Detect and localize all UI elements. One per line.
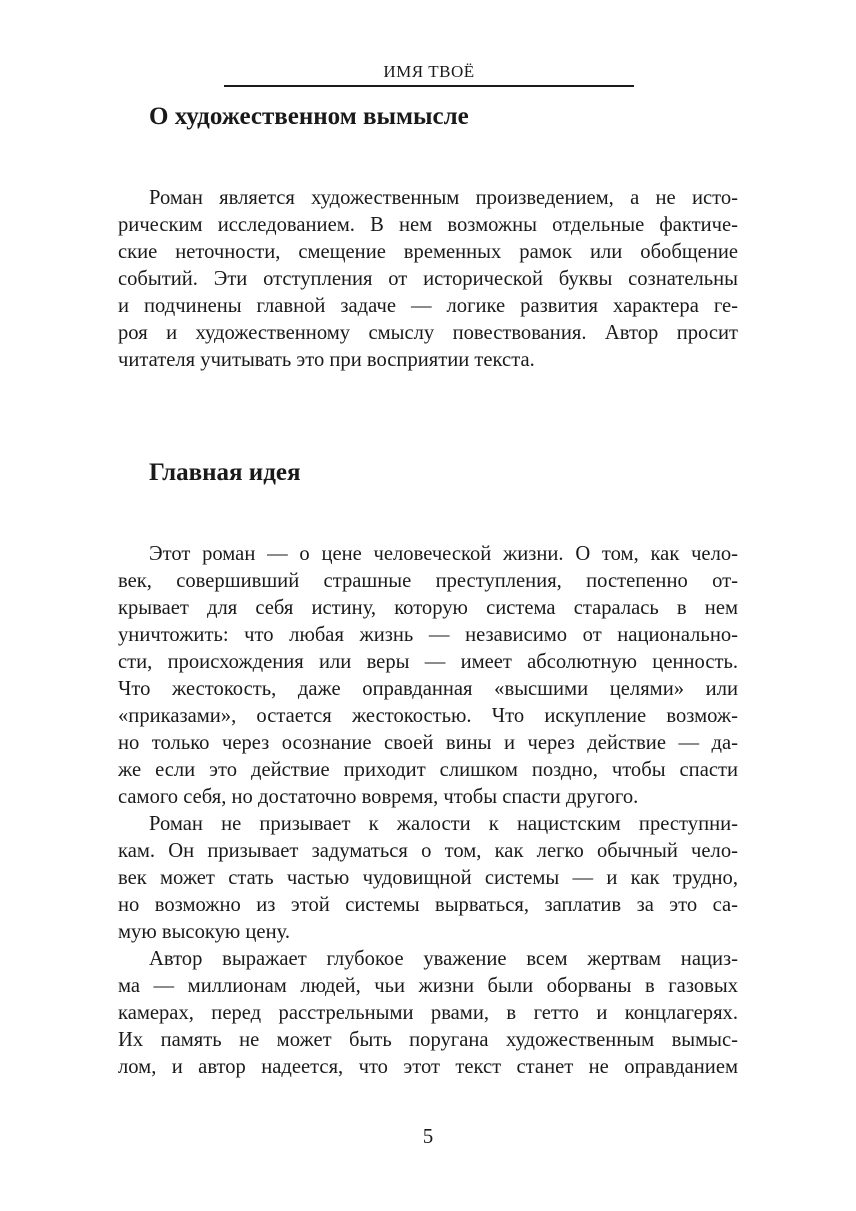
text-line: и подчинены главной задаче — логике развития характера ге- (118, 295, 738, 317)
text-line: кам. Он призывает задуматься о том, как легко обычный чело- (118, 840, 738, 862)
page-number: 5 (422, 1124, 434, 1148)
text-line: Их память не может быть поругана художественным вымыс- (118, 1029, 738, 1051)
text-line: лом, и автор надеется, что этот текст станет не оправданием (118, 1056, 738, 1078)
section-body-main-idea (118, 541, 738, 1081)
text-line: Роман является художественным произведением, а не исто- (149, 187, 738, 209)
section-heading-fiction: О художественном вымысле (149, 103, 469, 130)
section-body-fiction (118, 185, 738, 374)
text-line: ма — миллионам людей, чьи жизни были оборваны в газовых (118, 975, 738, 997)
text-line: уничтожить: что любая жизнь — независимо от национально- (118, 624, 738, 646)
text-line: Автор выражает глубокое уважение всем жертвам нациз- (149, 948, 738, 970)
text-line: мую высокую цену. (118, 921, 290, 943)
section-heading-main-idea: Главная идея (149, 459, 301, 486)
text-line: событий. Эти отступления от исторической буквы сознательны (118, 268, 738, 290)
text-line: роя и художественному смыслу повествования. Автор просит (118, 322, 738, 344)
text-line: сти, происхождения или веры — имеет абсолютную ценность. (118, 651, 738, 673)
text-line: ские неточности, смещение временных рамок или обобщение (118, 241, 738, 263)
text-line: Этот роман — о цене человеческой жизни. О том, как чело- (149, 543, 738, 565)
text-line: читателя учитывать это при восприятии текста. (118, 349, 535, 371)
text-line: самого себя, но достаточно вовремя, чтобы спасти другого. (118, 786, 639, 808)
text-line: но возможно из этой системы вырваться, заплатив за это са- (118, 894, 738, 916)
text-line: рическим исследованием. В нем возможны отдельные фактиче- (118, 214, 738, 236)
text-line: Что жестокость, даже оправданная «высшими целями» или (118, 678, 738, 700)
text-line: же если это действие приходит слишком поздно, чтобы спасти (118, 759, 738, 781)
text-line: век, совершивший страшные преступления, постепенно от- (118, 570, 738, 592)
text-line: «приказами», остается жестокостью. Что искупление возмож- (118, 705, 738, 727)
text-line: но только через осознание своей вины и через действие — да- (118, 732, 738, 754)
header-rule (224, 85, 634, 87)
text-line: Роман не призывает к жалости к нацистским преступни- (149, 813, 738, 835)
text-line: камерах, перед расстрельными рвами, в гетто и концлагерях. (118, 1002, 738, 1024)
text-line: крывает для себя истину, которую система старалась в нем (118, 597, 738, 619)
running-head: ИМЯ ТВОЁ (383, 62, 475, 81)
text-line: век может стать частью чудовищной системы — и как трудно, (118, 867, 738, 889)
